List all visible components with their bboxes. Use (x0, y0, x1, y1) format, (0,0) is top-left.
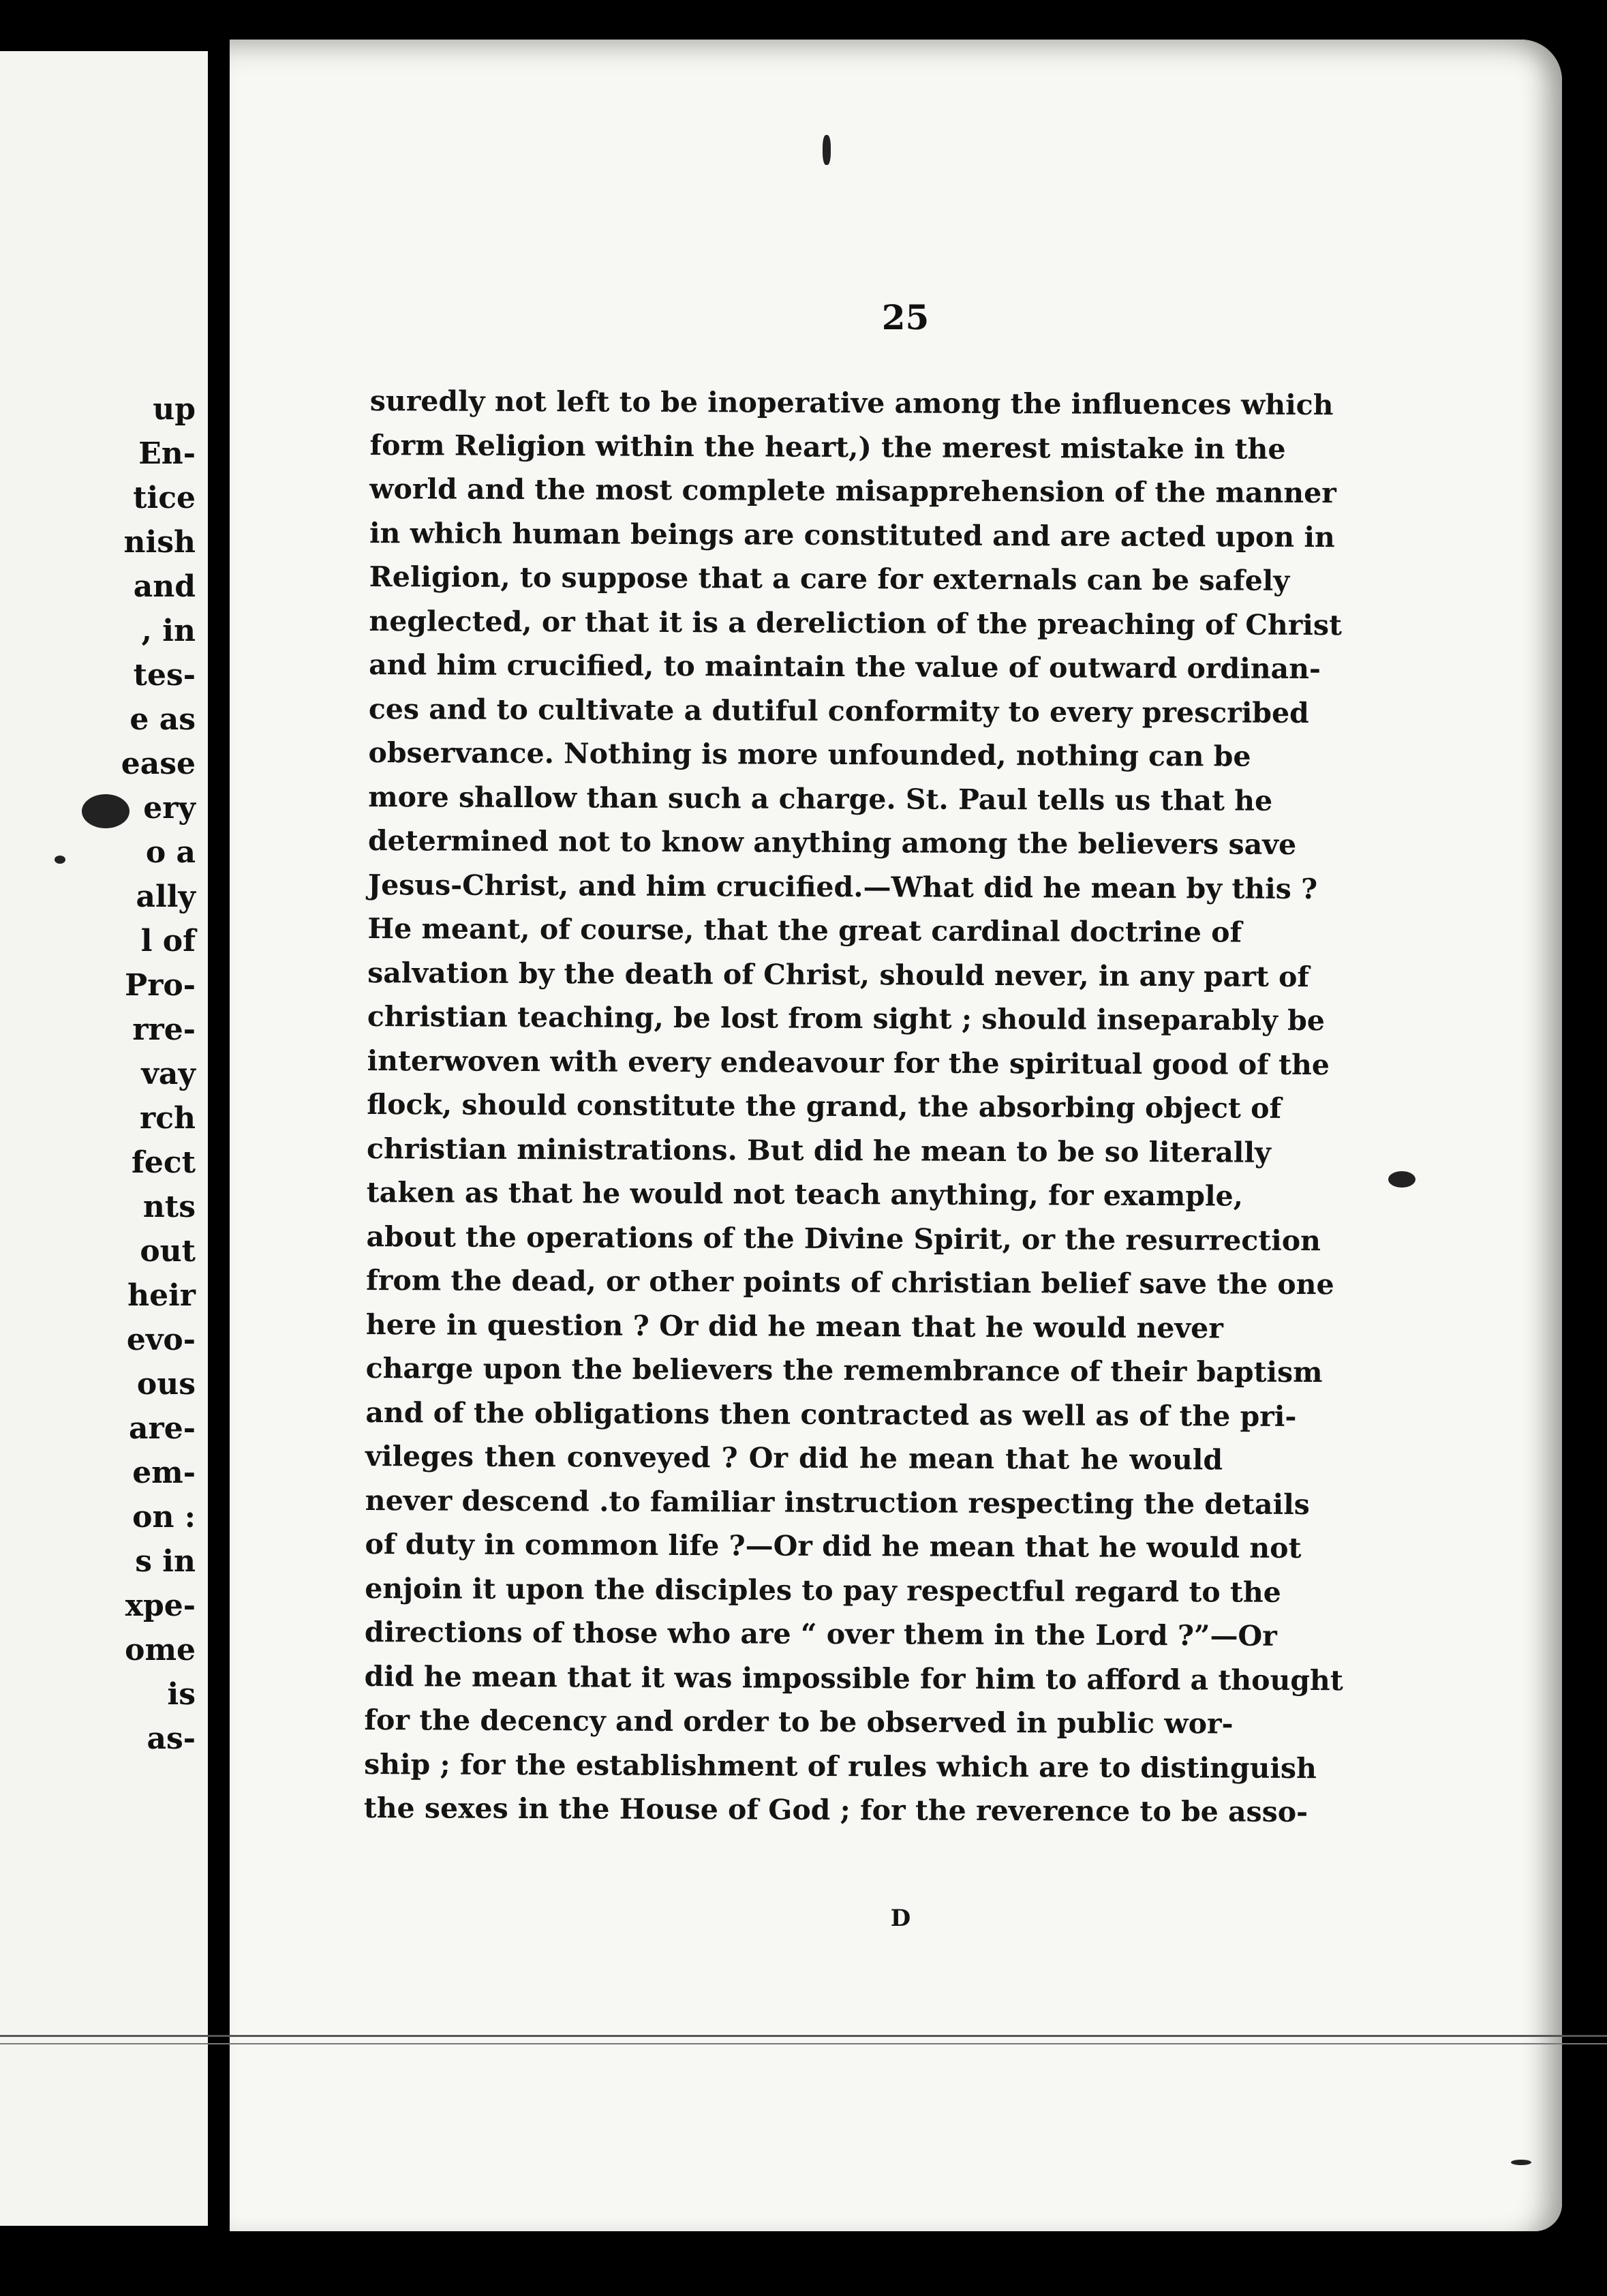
text-line: and of the obligations then contracted as well as of the pri- (365, 1395, 1297, 1433)
facing-line-fragment: o a (145, 835, 196, 870)
text-line: from the dead, or other points of christian belief save the one (366, 1263, 1334, 1301)
text-line: never descend .to familiar instruction respecting the details (365, 1483, 1310, 1521)
text-line: flock, should constitute the grand, the absorbing object of (367, 1087, 1282, 1125)
facing-line-fragment: tice (133, 481, 196, 515)
text-line: interwoven with every endeavour for the spiritual good of the (367, 1044, 1330, 1081)
facing-line-fragment: ery (143, 791, 196, 826)
text-line: suredly not left to be inoperative among the influences which (369, 384, 1334, 422)
text-line: form Religion within the heart,) the merest mistake in the (369, 428, 1286, 466)
facing-page-fragment (0, 51, 208, 2226)
text-line: ship ; for the establishment of rules which are to distinguish (364, 1747, 1317, 1785)
text-line: Jesus-Christ, and him crucified.—What did he mean by this ? (367, 868, 1318, 905)
ink-speck (1511, 2160, 1531, 2165)
facing-line-fragment: En- (138, 436, 196, 471)
text-line: vileges then conveyed ? Or did he mean that he would (365, 1439, 1223, 1477)
scanner-guide-line (0, 2043, 1607, 2044)
facing-line-fragment: tes- (133, 658, 196, 693)
text-line: and him crucified, to maintain the value of outward ordinan- (369, 648, 1321, 686)
text-line: directions of those who are “ over them in the Lord ?”—Or (364, 1615, 1277, 1652)
facing-line-fragment: vay (141, 1057, 196, 1091)
ink-speck (55, 856, 65, 864)
facing-line-fragment: e as (129, 702, 196, 737)
text-line: Religion, to suppose that a care for externals can be safely (369, 560, 1290, 597)
facing-line-fragment: ally (136, 879, 196, 914)
facing-line-fragment: rre- (132, 1012, 196, 1047)
text-line: in which human beings are constituted and are acted upon in (369, 516, 1335, 554)
facing-line-fragment: ous (136, 1367, 196, 1402)
facing-line-fragment: , in (141, 614, 196, 648)
facing-line-fragment: ease (121, 746, 196, 781)
text-line: about the operations of the Divine Spirit, or the resurrection (366, 1220, 1321, 1257)
facing-line-fragment: are- (129, 1411, 196, 1446)
book-gutter (208, 41, 230, 2250)
text-line: for the decency and order to be observed in public wor- (364, 1703, 1234, 1740)
facing-line-fragment: is (167, 1677, 196, 1712)
text-line: He meant, of course, that the great cardinal doctrine of (367, 911, 1242, 949)
text-line: neglected, or that it is a dereliction of the preaching of Christ (369, 604, 1343, 641)
text-line: observance. Nothing is more unfounded, nothing can be (368, 736, 1251, 773)
text-line: did he mean that it was impossible for him to afford a thought (364, 1659, 1343, 1697)
facing-line-fragment: evo- (126, 1323, 196, 1357)
text-line: ces and to cultivate a dutiful conformity to every prescribed (368, 692, 1309, 729)
facing-line-fragment: xpe- (125, 1588, 196, 1623)
facing-line-fragment: fect (131, 1145, 196, 1180)
facing-line-fragment: out (140, 1234, 196, 1269)
text-line: of duty in common life ?—Or did he mean that he would not (365, 1527, 1302, 1565)
facing-line-fragment: as- (147, 1721, 196, 1756)
facing-line-fragment: l of (140, 924, 196, 958)
facing-line-fragment: up (153, 392, 196, 427)
facing-line-fragment: heir (127, 1278, 196, 1313)
text-line: world and the most complete misapprehension of the manner (369, 472, 1336, 510)
ink-speck (823, 135, 831, 165)
text-line: christian ministrations. But did he mean to be so literally (366, 1132, 1271, 1169)
page-body-text (363, 379, 1343, 1834)
text-line: salvation by the death of Christ, should never, in any part of (367, 956, 1310, 993)
text-line: more shallow than such a charge. St. Paul tells us that he (368, 780, 1273, 817)
facing-line-fragment: ome (125, 1633, 196, 1667)
text-line: the sexes in the House of God ; for the reverence to be asso- (363, 1791, 1308, 1829)
page-number: 25 (881, 297, 930, 337)
book-page (230, 40, 1562, 2231)
text-line: enjoin it upon the disciples to pay respectful regard to the (365, 1571, 1281, 1609)
facing-line-fragment: s in (135, 1544, 196, 1579)
facing-line-fragment: nish (123, 525, 196, 560)
text-line: christian teaching, be lost from sight ; should inseparably be (367, 999, 1326, 1038)
ink-blot (82, 794, 129, 828)
ink-speck (1388, 1171, 1415, 1188)
facing-line-fragment: nts (142, 1190, 196, 1224)
text-line: charge upon the believers the remembrance of their baptism (365, 1351, 1323, 1389)
text-line: taken as that he would not teach anything, for example, (366, 1175, 1244, 1213)
facing-line-fragment: em- (132, 1455, 196, 1490)
facing-line-fragment: and (133, 569, 196, 604)
scanner-guide-line (0, 2035, 1607, 2037)
text-line: here in question ? Or did he mean that he would never (365, 1308, 1224, 1344)
facing-line-fragment: Pro- (125, 968, 196, 1003)
facing-line-fragment: rch (140, 1101, 196, 1136)
facing-line-fragment: on : (132, 1500, 196, 1535)
signature-mark: D (890, 1905, 911, 1932)
text-line: determined not to know anything among the believers save (367, 824, 1297, 861)
